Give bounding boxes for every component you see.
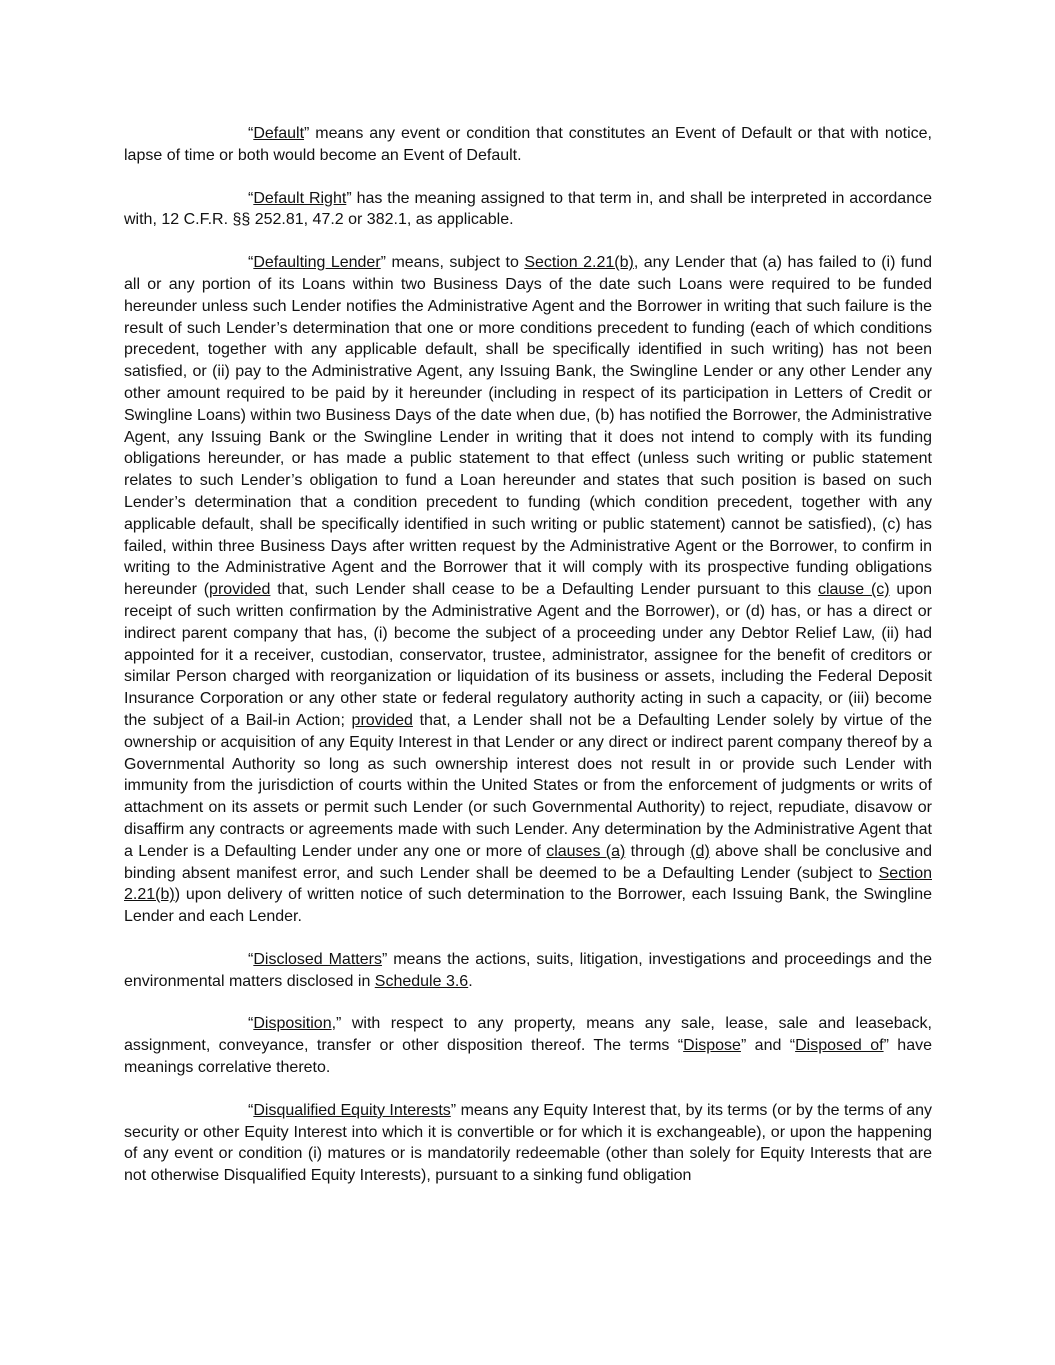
defined-term-reference: (d) [690, 842, 710, 860]
definition-text: through [625, 842, 691, 860]
definition-text: ” means, subject to [380, 254, 525, 272]
defined-term-reference: Disposed of [795, 1037, 884, 1055]
definition-text: “ [248, 1101, 254, 1119]
definition-text: “ [248, 125, 254, 142]
defined-term-reference: Disclosed Matters [253, 950, 382, 968]
defined-term-reference: Disqualified Equity Interests [253, 1101, 451, 1119]
definition-text: “ [248, 1015, 254, 1033]
definition-text: ” and “ [740, 1037, 796, 1055]
defined-term-reference: Section 2.21(b) [524, 254, 634, 272]
defined-term-reference: clause (c) [817, 581, 890, 599]
defined-term-reference: Schedule 3.6 [374, 972, 469, 990]
definition-text: that, a Lender shall not be a Defaulting Lender solely by virtue of the ownership or acquisition of any Equity Interest in that Lender or any direct or indirect parent company thereof by a Governmental Authority so long as such ownership interest does not result in or provide such Lender with immunity from the jurisdiction of courts within the United States or from the enforcement of judgments or writs of attachment on its assets or permit such Lender (or such Governmental Authority) to reject, repudiate, disavow or disaffirm any contracts or agreements made with such Lender. Any determination by the Administrative Agent that a Lender is a Defaulting Lender under any one or more of [124, 711, 933, 860]
definition-defaulting-lender [124, 252, 932, 928]
defined-term-reference: Section 2.21(b) [124, 864, 932, 904]
defined-term-reference: provided [209, 581, 271, 599]
definition-default-right [124, 188, 932, 232]
defined-term-reference: Default Right [253, 189, 347, 207]
definition-disposition [124, 1013, 932, 1078]
definition-text: . [468, 972, 473, 990]
definition-text: ) upon delivery of written notice of such determination to the Borrower, each Issuing Bank, the Swingline Lender and each Lender. [124, 886, 932, 926]
definition-disclosed-matters [124, 949, 932, 993]
definition-text: , any Lender that (a) has failed to (i) fund all or any portion of its Loans within two Business Days of the date such Loans were required to be funded hereunder unless such Lender notifies the Administrative Agent and the Borrower in writing that such failure is the result of such Lender’s determination that one or more conditions precedent to funding (each of which conditions precedent, together with any applicable default, shall be specifically identified in such writing) has not been satisfied, or (ii) pay to the Administrative Agent, any Issuing Bank, the Swingline Lender or any other Lender any other amount required to be paid by it hereunder (including in respect of its participation in Letters of Credit or Swingline Loans) within two Business Days of the date when due, (b) has notified the Borrower, the Administrative Agent, any Issuing Bank or the Swingline Lender in writing that it does not intend to comply with its funding obligations hereunder, or has made a public statement to that effect (unless such writing or public statement relates to such Lender’s obligation to fund a Loan hereunder and states that such position is based on such Lender’s determination that a condition precedent to funding (which condition precedent, together with any applicable default, shall be specifically identified in such writing or public statement) cannot be satisfied), (c) has failed, within three Business Days after written request by the Administrative Agent or the Borrower, to confirm in writing to the Administrative Agent and the Borrower that it will comply with its prospective funding obligations hereunder ( [124, 254, 933, 599]
definition-disqualified-equity-interests [124, 1100, 932, 1187]
definition-text: ” means any event or condition that constitutes an Event of Default or that with notice, lapse of time or both would become an Event of Default. [124, 125, 932, 164]
definition-text: ” has the meaning assigned to that term in, and shall be interpreted in accordance with, 12 C.F.R. §§ 252.81, 47.2 or 382.1, as applicable. [124, 189, 933, 229]
definition-text: that, such Lender shall cease to be a Defaulting Lender pursuant to this [270, 581, 818, 599]
definition-text: ” means any Equity Interest that, by its terms (or by the terms of any security or other Equity Interest into which it is convertible or for which it is exchangeable), or upon the happening of any event or condition (i) matures or is mandatorily redeemable (other than solely for Equity Interests that are not otherwise Disqualified Equity Interests), pursuant to a sinking fund obligation [124, 1101, 932, 1185]
defined-term-reference: Default [253, 125, 305, 142]
definition-text: “ [248, 254, 254, 272]
definition-text: ,” with respect to any property, means any sale, lease, sale and leaseback, assignment, conveyance, transfer or other disposition thereof. The terms “ [124, 1015, 932, 1055]
definition-text: ” have meanings correlative thereto. [124, 1037, 933, 1077]
definition-text: “ [248, 189, 254, 207]
definition-text: above shall be conclusive and binding absent manifest error, and such Lender shall be deemed to be a Defaulting Lender (subject to [124, 842, 933, 882]
definition-text: “ [248, 950, 254, 968]
definitions-section [124, 123, 932, 1208]
defined-term-reference: Disposition [253, 1015, 332, 1033]
definition-text: upon receipt of such written confirmation by the Administrative Agent and the Borrower), or (d) has, or has a direct or indirect parent company that has, (i) become the subject of a proceeding under any Debtor Relief Law, (ii) had appointed for it a receiver, custodian, conservator, trustee, administrator, assignee for the benefit of creditors or similar Person charged with reorganization or liquidation of its business or assets, including the Federal Deposit Insurance Corporation or any other state or federal regulatory authority acting in such a capacity, or (iii) become the subject of a Bail-in Action; [124, 581, 933, 729]
definition-text: ” means the actions, suits, litigation, investigations and proceedings and the environmental matters disclosed in [124, 950, 932, 990]
defined-term-reference: Defaulting Lender [253, 254, 381, 272]
defined-term-reference: clauses (a) [546, 842, 626, 860]
defined-term-reference: Dispose [683, 1037, 741, 1055]
definition-default [124, 123, 932, 167]
defined-term-reference: provided [351, 711, 413, 729]
